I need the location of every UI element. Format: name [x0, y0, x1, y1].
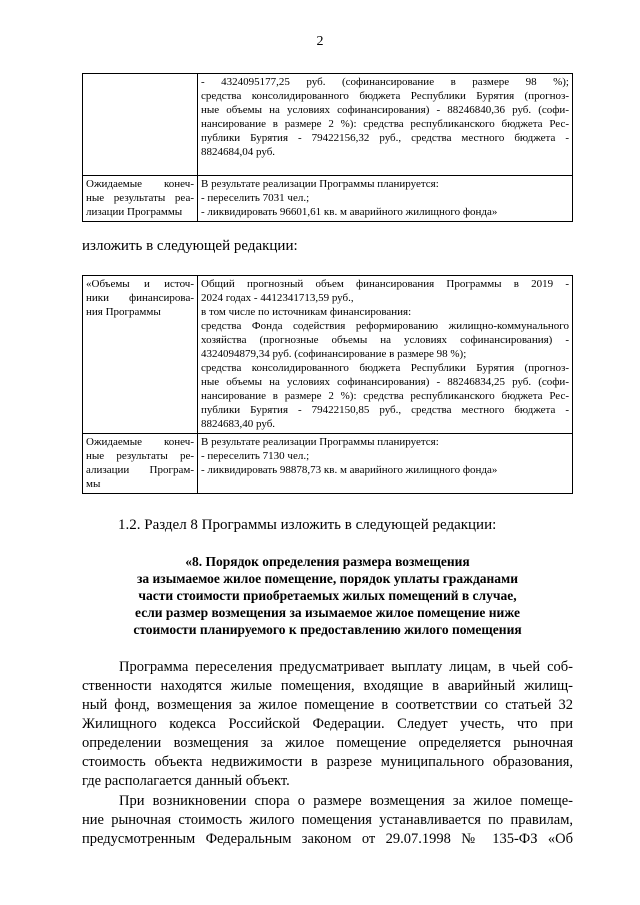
text-line: ственности находятся жилые помещения, входящие в аварийный жилищ-	[82, 678, 573, 694]
text-line: Жилищного кодекса Российской Федерации. Следует учесть, что при	[82, 716, 573, 732]
funding-cell-old	[198, 74, 573, 176]
intro-text: изложить в следующей редакции:	[82, 238, 298, 254]
text-line: ные результаты ре-	[86, 450, 194, 462]
funding-label-new	[83, 276, 198, 434]
text-line: 8824683,40 руб.	[201, 418, 276, 430]
table-row	[83, 276, 573, 434]
table-row	[83, 176, 573, 222]
results-cell-new	[198, 434, 573, 494]
section-instruction: 1.2. Раздел 8 Программы изложить в следующей редакции:	[118, 517, 497, 533]
text-line: Общий прогнозный объем финансирования Программы в 2019 -	[201, 278, 569, 290]
text-line: ники финансирова-	[86, 292, 194, 304]
text-line: - переселить 7031 чел.;	[201, 192, 310, 204]
text-line: Ожидаемые конеч-	[86, 436, 194, 448]
text-line: Программа переселения предусматривает выплату лицам, в чьей соб-	[119, 659, 573, 675]
text-line: средства Фонда содействия реформированию жилищно-коммунального	[201, 320, 569, 332]
funding-cell-new	[198, 276, 573, 434]
text-line: ализации Програм-	[86, 464, 194, 476]
text-line: - ликвидировать 96601,61 кв. м аварийного жилищного фонда»	[201, 206, 498, 218]
text-line: ния Программы	[86, 306, 161, 318]
text-line: где располагается данный объект.	[82, 773, 290, 789]
text-line: - переселить 7130 чел.;	[201, 450, 310, 462]
text-line: 4324094879,34 руб. (софинансирование в размере 98 %);	[201, 348, 467, 360]
page-number: 2	[316, 34, 324, 49]
text-line: 2024 годах - 4412341713,59 руб.,	[201, 292, 354, 304]
text-line: хозяйства (прогнозные объемы на условиях софинансирования) -	[201, 334, 569, 346]
text-line: в том числе по источникам финансирования:	[201, 306, 412, 318]
text-line: ный фонд, возмещения за жилое помещение в соответствии со статьей 32	[82, 697, 573, 713]
text-line: 8824684,04 руб.	[201, 146, 276, 158]
text-line: ные объемы на условиях софинансирования) - 88246840,36 руб. (софи-	[201, 104, 569, 116]
text-line: - ликвидировать 98878,73 кв. м аварийного жилищного фонда»	[201, 464, 498, 476]
new-program-table	[82, 275, 573, 494]
results-cell-old	[198, 176, 573, 222]
paragraph-dispute	[82, 792, 573, 849]
results-label-old	[83, 176, 198, 222]
text-line: нансирование в размере 2 %): средства республиканского бюджета Рес-	[201, 118, 569, 130]
text-line: определении возмещения за жилое помещение определяется рыночная	[82, 735, 573, 751]
heading-line: стоимости планируемого к предоставлению жилого помещения	[133, 622, 522, 637]
text-line: стоимость объекта недвижимости в разрезе муниципального образования,	[82, 754, 573, 770]
text-line: ние рыночная стоимость жилого помещения устанавливается по правилам,	[82, 812, 573, 828]
text-line: В результате реализации Программы планируется:	[201, 178, 439, 190]
table-cell-empty	[83, 74, 198, 176]
results-label-new	[83, 434, 198, 494]
text-line: ные результаты реа-	[86, 192, 194, 204]
text-line: мы	[86, 478, 101, 490]
paragraph-compensation	[82, 658, 573, 791]
old-program-table	[82, 73, 573, 222]
text-line: В результате реализации Программы планируется:	[201, 436, 439, 448]
text-line: Ожидаемые конеч-	[86, 178, 194, 190]
heading-line: «8. Порядок определения размера возмещения	[185, 554, 470, 569]
text-line: публики Бурятия - 79422156,32 руб., средства местного бюджета -	[201, 132, 569, 144]
text-line: При возникновении спора о размере возмещения за жилое помеще-	[119, 793, 573, 809]
text-line: средства консолидированного бюджета Республики Бурятия (прогноз-	[201, 362, 569, 374]
table-row	[83, 74, 573, 176]
heading-line: части стоимости приобретаемых жилых помещений в случае,	[138, 588, 517, 603]
text-line: средства консолидированного бюджета Республики Бурятия (прогноз-	[201, 90, 569, 102]
text-line: публики Бурятия - 79422150,85 руб., средства местного бюджета -	[201, 404, 569, 416]
section-heading	[82, 553, 573, 638]
text-line: лизации Программы	[86, 206, 183, 218]
heading-line: за изымаемое жилое помещение, порядок уплаты гражданами	[136, 571, 519, 586]
text-line: «Объемы и источ-	[86, 278, 194, 290]
table-row	[83, 434, 573, 494]
text-line: предусмотренным Федеральным законом от 29.07.1998 № 135-ФЗ «Об	[82, 831, 573, 847]
heading-line: если размер возмещения за изымаемое жилое помещение ниже	[135, 605, 520, 620]
text-line: - 4324095177,25 руб. (софинансирование в размере 98 %);	[201, 76, 569, 88]
text-line: ные объемы на условиях софинансирования) - 88246834,25 руб. (софи-	[201, 376, 569, 388]
text-line: нансирование в размере 2 %): средства республиканского бюджета Рес-	[201, 390, 569, 402]
